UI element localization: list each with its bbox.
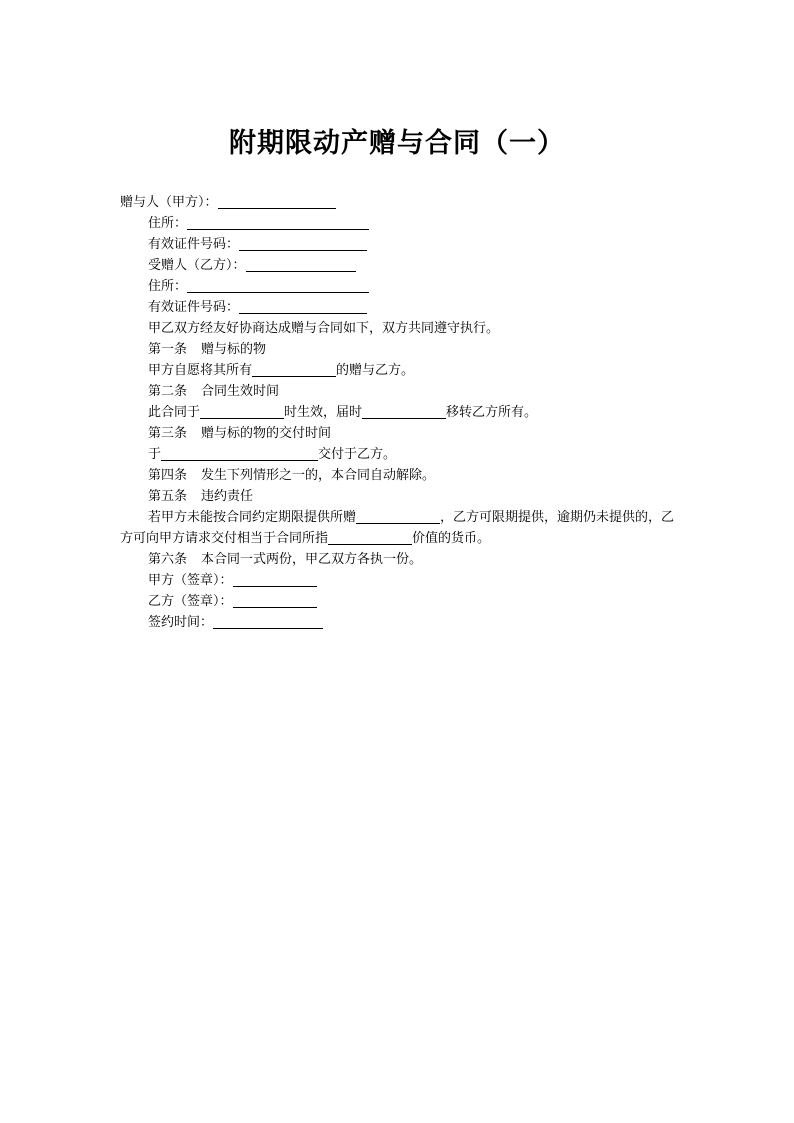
- article-2-pre: 此合同于: [148, 405, 201, 420]
- donor-label: 赠与人（甲方）：: [120, 195, 218, 210]
- document-title: 附期限动产赠与合同（一）: [229, 128, 565, 159]
- article-2-item-blank[interactable]: [362, 404, 446, 419]
- sign-date-line: [120, 612, 680, 633]
- article-2-post: 移转乙方所有。: [446, 405, 538, 420]
- donor-address-label: 住所：: [148, 216, 188, 231]
- donee-id-label: 有效证件号码：: [148, 300, 240, 315]
- article-3-text: [120, 444, 680, 465]
- article-1-blank[interactable]: [252, 362, 336, 377]
- intro-text: 甲乙双方经友好协商达成赠与合同如下，双方共同遵守执行。: [148, 321, 500, 336]
- article-3-pre: 于: [148, 447, 162, 462]
- article-5-post: 价值的货币。: [412, 531, 491, 546]
- donee-blank[interactable]: [246, 257, 356, 272]
- donee-address-label: 住所：: [148, 279, 188, 294]
- donor-id-blank[interactable]: [239, 236, 367, 251]
- donor-id-label: 有效证件号码：: [148, 237, 240, 252]
- article-3-post: 交付于乙方。: [318, 447, 397, 462]
- donor-blank[interactable]: [218, 194, 336, 209]
- article-2-number: 第二条: [148, 384, 188, 399]
- donee-address-line: [120, 276, 680, 297]
- article-5-item-blank[interactable]: [356, 509, 440, 524]
- donee-address-blank[interactable]: [187, 278, 369, 293]
- article-2-name: 合同生效时间: [201, 384, 280, 399]
- sign-date-label: 签约时间：: [148, 615, 214, 630]
- article-5-name: 违约责任: [201, 489, 254, 504]
- article-5-value-blank[interactable]: [328, 530, 412, 545]
- article-1-pre: 甲方自愿将其所有: [148, 363, 253, 378]
- article-6-text: 本合同一式两份，甲乙双方各执一份。: [201, 552, 423, 567]
- article-3-heading: [120, 423, 680, 444]
- article-1-number: 第一条: [148, 342, 188, 357]
- article-1-heading: [120, 339, 680, 360]
- party-a-signature-line: [120, 570, 680, 591]
- donee-label: 受赠人（乙方）：: [148, 258, 246, 273]
- article-1-post: 的赠与乙方。: [336, 363, 415, 378]
- article-5-paragraph: [120, 507, 680, 549]
- article-6-line: [120, 549, 680, 570]
- sign-date-blank[interactable]: [213, 614, 323, 629]
- article-3-blank[interactable]: [161, 446, 318, 461]
- donor-id-line: [120, 234, 680, 255]
- party-a-signature-blank[interactable]: [233, 572, 317, 587]
- article-5-number: 第五条: [148, 489, 188, 504]
- article-3-number: 第三条: [148, 426, 188, 441]
- party-a-signature-label: 甲方（签章）：: [148, 573, 233, 588]
- party-b-signature-blank[interactable]: [233, 593, 317, 608]
- article-5-heading: [120, 486, 680, 507]
- article-6-number: 第六条: [148, 552, 188, 567]
- party-b-signature-line: [120, 591, 680, 612]
- donee-line: [120, 255, 680, 276]
- contract-body: [120, 192, 680, 633]
- article-1-name: 赠与标的物: [201, 342, 267, 357]
- article-5-mid: ，乙方可限期提供，逾期仍未提供的，乙方可向甲方请求交付相当于合同所指: [120, 510, 675, 546]
- article-1-text: [120, 360, 680, 381]
- article-4-number: 第四条: [148, 468, 188, 483]
- article-5-pre: 若甲方未能按合同约定期限提供所赠: [148, 510, 357, 525]
- article-2-date-blank[interactable]: [200, 404, 284, 419]
- intro-line: [120, 318, 680, 339]
- article-4-line: [120, 465, 680, 486]
- article-3-name: 赠与标的物的交付时间: [201, 426, 332, 441]
- article-2-mid: 时生效，届时: [284, 405, 363, 420]
- donee-id-line: [120, 297, 680, 318]
- donor-line: [120, 192, 680, 213]
- article-4-text: 发生下列情形之一的，本合同自动解除。: [201, 468, 436, 483]
- article-2-text: [120, 402, 680, 423]
- party-b-signature-label: 乙方（签章）：: [148, 594, 233, 609]
- donor-address-blank[interactable]: [187, 215, 369, 230]
- article-2-heading: [120, 381, 680, 402]
- donor-address-line: [120, 213, 680, 234]
- donee-id-blank[interactable]: [239, 299, 367, 314]
